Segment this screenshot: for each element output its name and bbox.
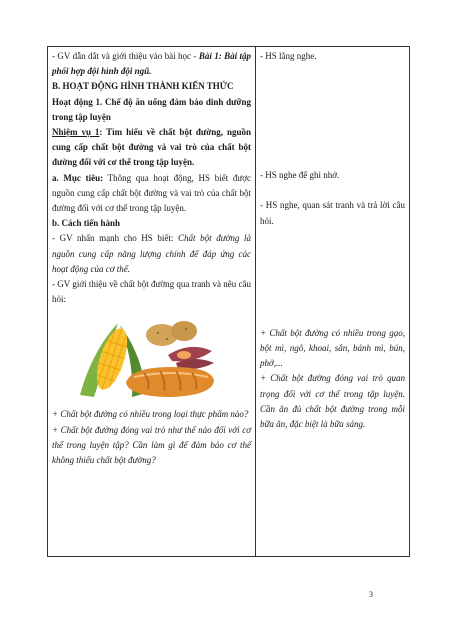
potato-icon (171, 321, 197, 341)
task-paragraph: Nhiệm vụ 1: Tìm hiểu về chất bột đường, nguồn cung cấp chất bột đường và vai trò của chất bột đường đối với cơ thể trong tập luyện. (52, 127, 251, 168)
question-1: + Chất bột đường có nhiều trong loại thực phẩm nào? (52, 409, 249, 420)
table-row (48, 47, 410, 557)
method-heading: b. Cách tiến hành (52, 218, 121, 229)
page-number: 3 (369, 590, 373, 599)
goal-label: a. Mục tiêu: (52, 172, 104, 183)
food-image (72, 311, 222, 403)
student-activity-cell (256, 47, 410, 557)
task-label: Nhiệm vụ 1 (52, 127, 100, 138)
teacher-activity-cell (48, 47, 256, 557)
emphasis-paragraph: - GV nhấn mạnh cho HS biết: Chất bột đường là nguồn cung cấp năng lượng chính để đáp ứng các hoạt động của cơ thể. (52, 233, 252, 274)
carbohydrate-food-illustration (72, 311, 222, 403)
question-2: + Chất bột đường đóng vai trò như thế nào đối với cơ thể trong luyện tập? Cần làm gì để đảm bảo cơ thể không thiếu chất bột đường? (52, 424, 251, 466)
lesson-plan-table (47, 46, 410, 557)
student-response-3: - HS nghe, quan sát tranh và trả lời câu hỏi. (260, 200, 405, 226)
student-answer-2: + Chất bột đường đóng vai trò quan trọng đối với cơ thể trong tập luyện. Cần ăn đủ chất bột đường trong mỗi bữa ăn, đặc biệt là bữa sáng. (260, 373, 405, 430)
image-intro-paragraph: - GV giới thiệu về chất bột đường qua tranh và nêu câu hỏi: (52, 279, 251, 305)
activity-heading: Hoạt động 1. Chế độ ăn uống đảm bảo dinh dưỡng trong tập luyện (52, 96, 251, 122)
lesson-title: Bài 1: Bài tập phối hợp đội hình đội ngũ. (52, 51, 251, 77)
goal-paragraph: a. Mục tiêu: Thông qua hoạt động, HS biết được nguồn cung cấp chất bột đường và vai trò của chất bột đường đối với cơ thể trong tập luyện. (52, 172, 251, 214)
bread-icon (126, 367, 214, 397)
student-response-2: - HS nghe để ghi nhớ. (260, 170, 340, 181)
intro-paragraph: - GV dẫn dắt và giới thiệu vào bài học - Bài 1: Bài tập phối hợp đội hình đội ngũ. (52, 51, 251, 77)
student-response-1: - HS lắng nghe. (260, 51, 317, 61)
section-heading: B. HOẠT ĐỘNG HÌNH THÀNH KIẾN THỨC (52, 81, 234, 92)
student-answer-1: + Chất bột đường có nhiều trong gạo, bột mì, ngô, khoai, sắn, bánh mì, bún, phở,... (260, 327, 405, 369)
